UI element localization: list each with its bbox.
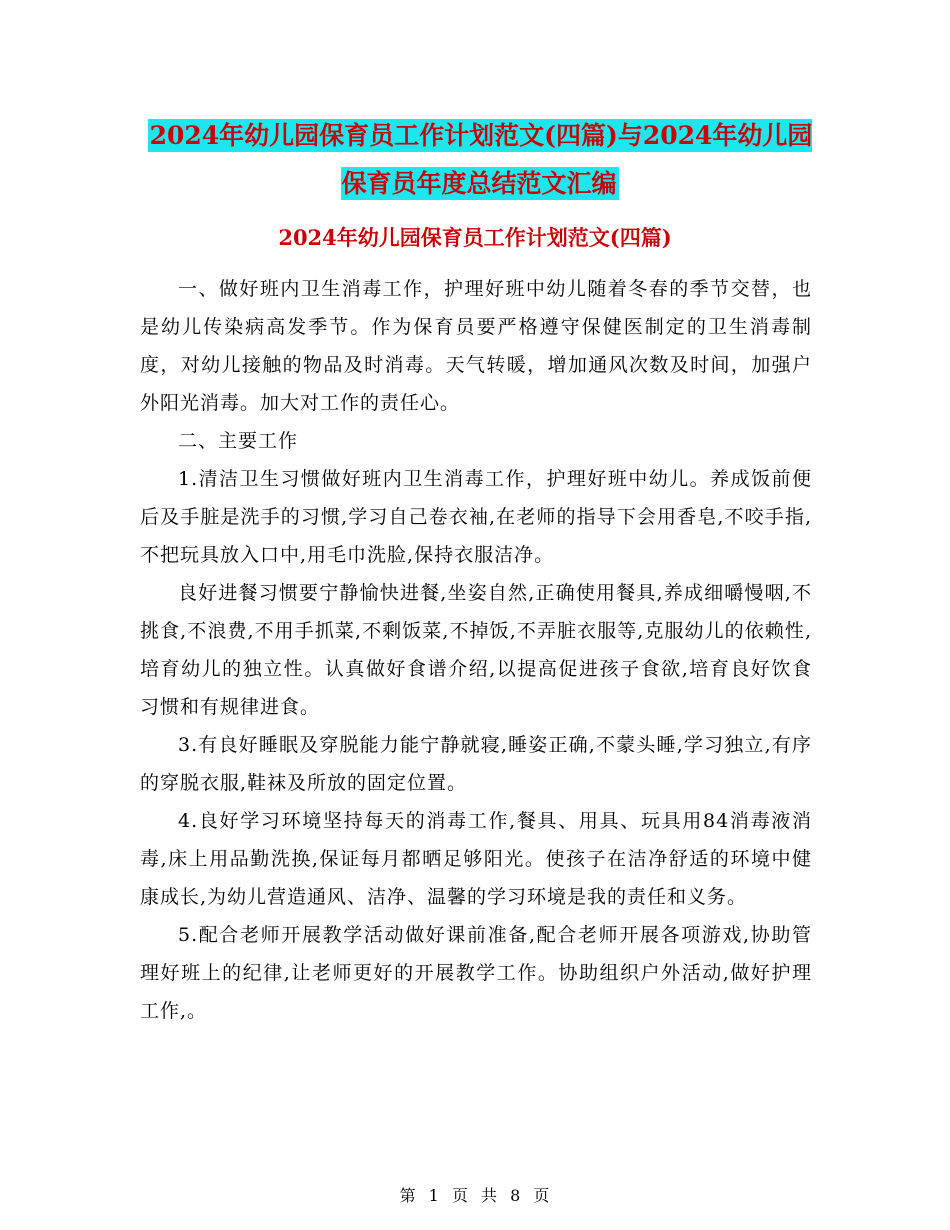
paragraph-hygiene-intro: 一、做好班内卫生消毒工作，护理好班中幼儿随着冬春的季节交替，也是幼儿传染病高发季节。作为保育员要严格遵守保健医制定的卫生消毒制度，对幼儿接触的物品及时消毒。天气转暖，增加通风次数及时间，加强户外阳光消毒。加大对工作的责任心。	[140, 278, 812, 414]
document-title-text: 2024年幼儿园保育员工作计划范文(四篇)与2024年幼儿园保育员年度总结范文汇编	[149, 121, 813, 198]
document-body	[140, 270, 812, 1030]
page-footer: 第 1 页 共 8 页	[399, 1186, 551, 1205]
paragraph-main-work-heading: 二、主要工作	[178, 430, 299, 452]
section-title: 2024年幼儿园保育员工作计划范文(四篇)	[278, 225, 672, 250]
paragraph-item-3: 3.有良好睡眠及穿脱能力能宁静就寝,睡姿正确,不蒙头睡,学习独立,有序的穿脱衣服,鞋袜及所放的固定位置。	[140, 734, 812, 794]
paragraph-item-4: 4.良好学习环境坚持每天的消毒工作,餐具、用具、玩具用84消毒液消毒,床上用品勤洗换,保证每月都晒足够阳光。使孩子在洁净舒适的环境中健康成长,为幼儿营造通风、洁净、温馨的学习环境是我的责任和义务。	[140, 810, 812, 908]
paragraph-item-1: 1.清洁卫生习惯做好班内卫生消毒工作，护理好班中幼儿。养成饭前便后及手脏是洗手的习惯,学习自己卷衣袖,在老师的指导下会用香皂,不咬手指,不把玩具放入口中,用毛巾洗脸,保持衣服洁净。	[140, 468, 812, 566]
paragraph-eating-habits: 良好进餐习惯要宁静愉快进餐,坐姿自然,正确使用餐具,养成细嚼慢咽,不挑食,不浪费,不用手抓菜,不剩饭菜,不掉饭,不弄脏衣服等,克服幼儿的依赖性,培育幼儿的独立性。认真做好食谱介绍,以提高促进孩子食欲,培育良好饮食习惯和有规律进食。	[140, 582, 812, 718]
paragraph-item-5: 5.配合老师开展教学活动做好课前准备,配合老师开展各项游戏,协助管理好班上的纪律,让老师更好的开展教学工作。协助组织户外活动,做好护理工作,。	[140, 924, 812, 1022]
document-title	[140, 112, 820, 208]
